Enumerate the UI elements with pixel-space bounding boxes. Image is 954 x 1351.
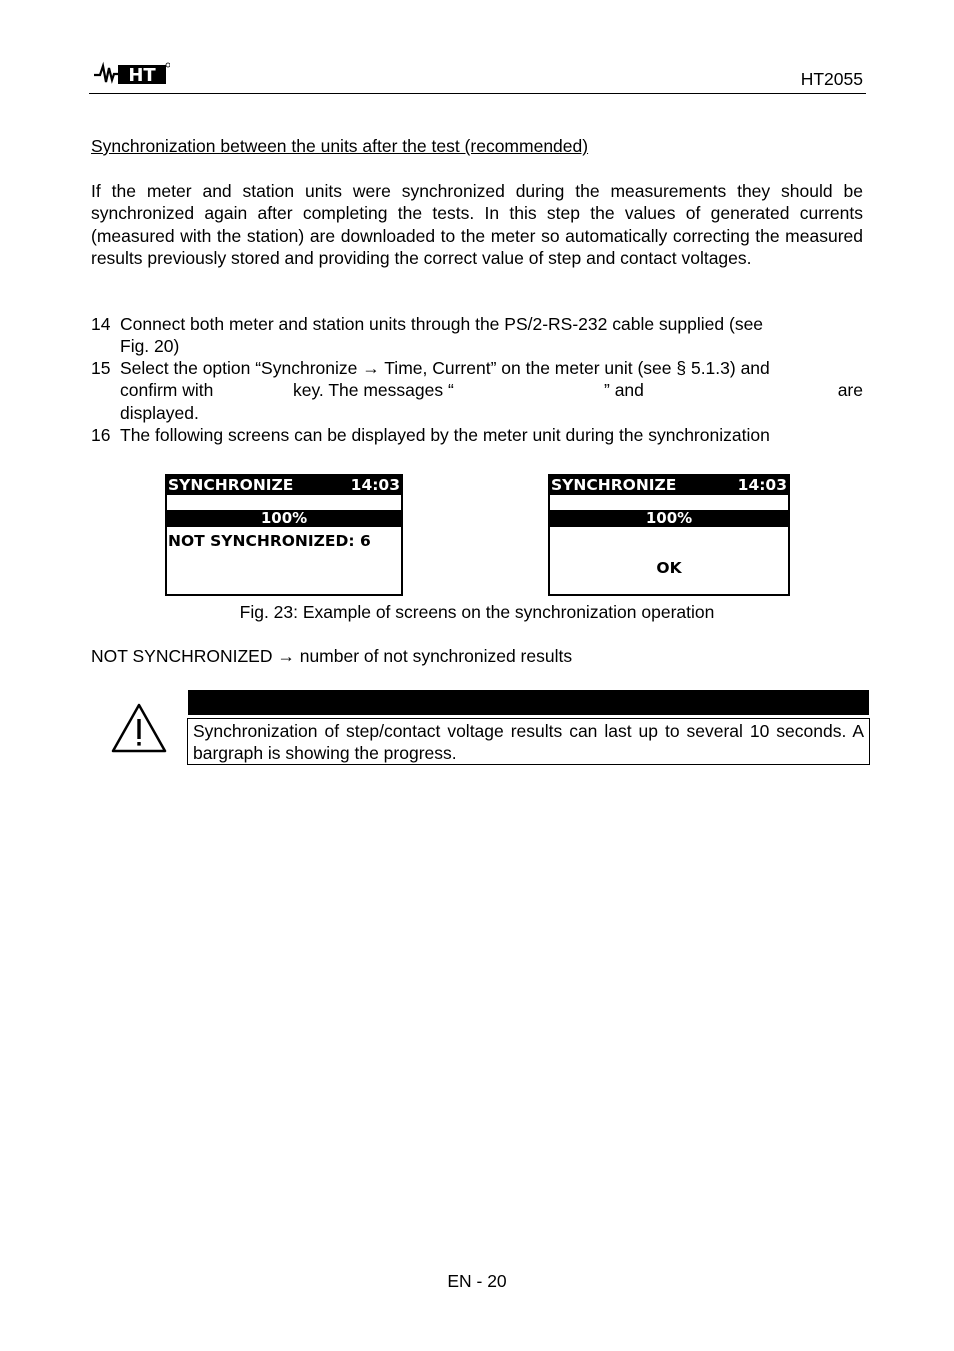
step-15-line-1: Select the option “Synchronize → Time, Current” on the meter unit (see § 5.1.3) and [120,358,770,378]
screen-status: OK [656,559,682,577]
step-14-line-1: Connect both meter and station units through the PS/2-RS-232 cable supplied (see [120,314,764,334]
page-number: EN - 20 [447,1271,507,1291]
screen-ok [548,474,790,596]
step-number: 16 [91,425,111,445]
svg-text:HT: HT [128,65,156,86]
warning-triangle-icon [110,702,168,754]
screen-not-synchronized [165,474,403,596]
step-15-line-2: confirm with key. The messages “ ” and are [120,380,863,401]
step-14 [91,313,863,358]
screen-title-bar: SYNCHRONIZE 14:03 [168,476,400,494]
section-heading: Synchronization between the units after the test (recommended) [91,136,589,156]
ht-logo-icon [92,60,170,88]
model-name: HT2055 [800,69,863,89]
header-rule [89,93,866,94]
intro-paragraph: If the meter and station units were synchronized during the measurements they should be synchronized again after completing the tests. In this step the values of generated currents (measured with the station) are downloaded to the meter so automatically correcting the measured results previously stored and providing the correct value of step and contact voltages. [91,181,863,268]
progress-bar: 100% [167,510,401,527]
note-text: NOT SYNCHRONIZED → number of not synchronized results [91,646,573,666]
step-16: 16 The following screens can be displayed by the meter unit during the synchronization [91,425,770,445]
step-15 [91,357,863,424]
progress-bar: 100% [550,510,788,527]
figure-caption: Fig. 23: Example of screens on the synchronization operation [239,602,715,622]
screen-status: NOT SYNCHRONIZED: 6 [168,532,371,550]
step-15-line-3: displayed. [120,402,199,423]
step-number: 14 [91,314,111,334]
warning-header-bar [188,690,869,715]
screen-title-bar: SYNCHRONIZE 14:03 [551,476,787,494]
step-14-line-2: Fig. 20) [120,336,180,357]
step-number: 15 [91,358,111,378]
warning-text-box: Synchronization of step/contact voltage results can last up to several 10 seconds. A bargraph is showing the progress. [187,718,870,765]
